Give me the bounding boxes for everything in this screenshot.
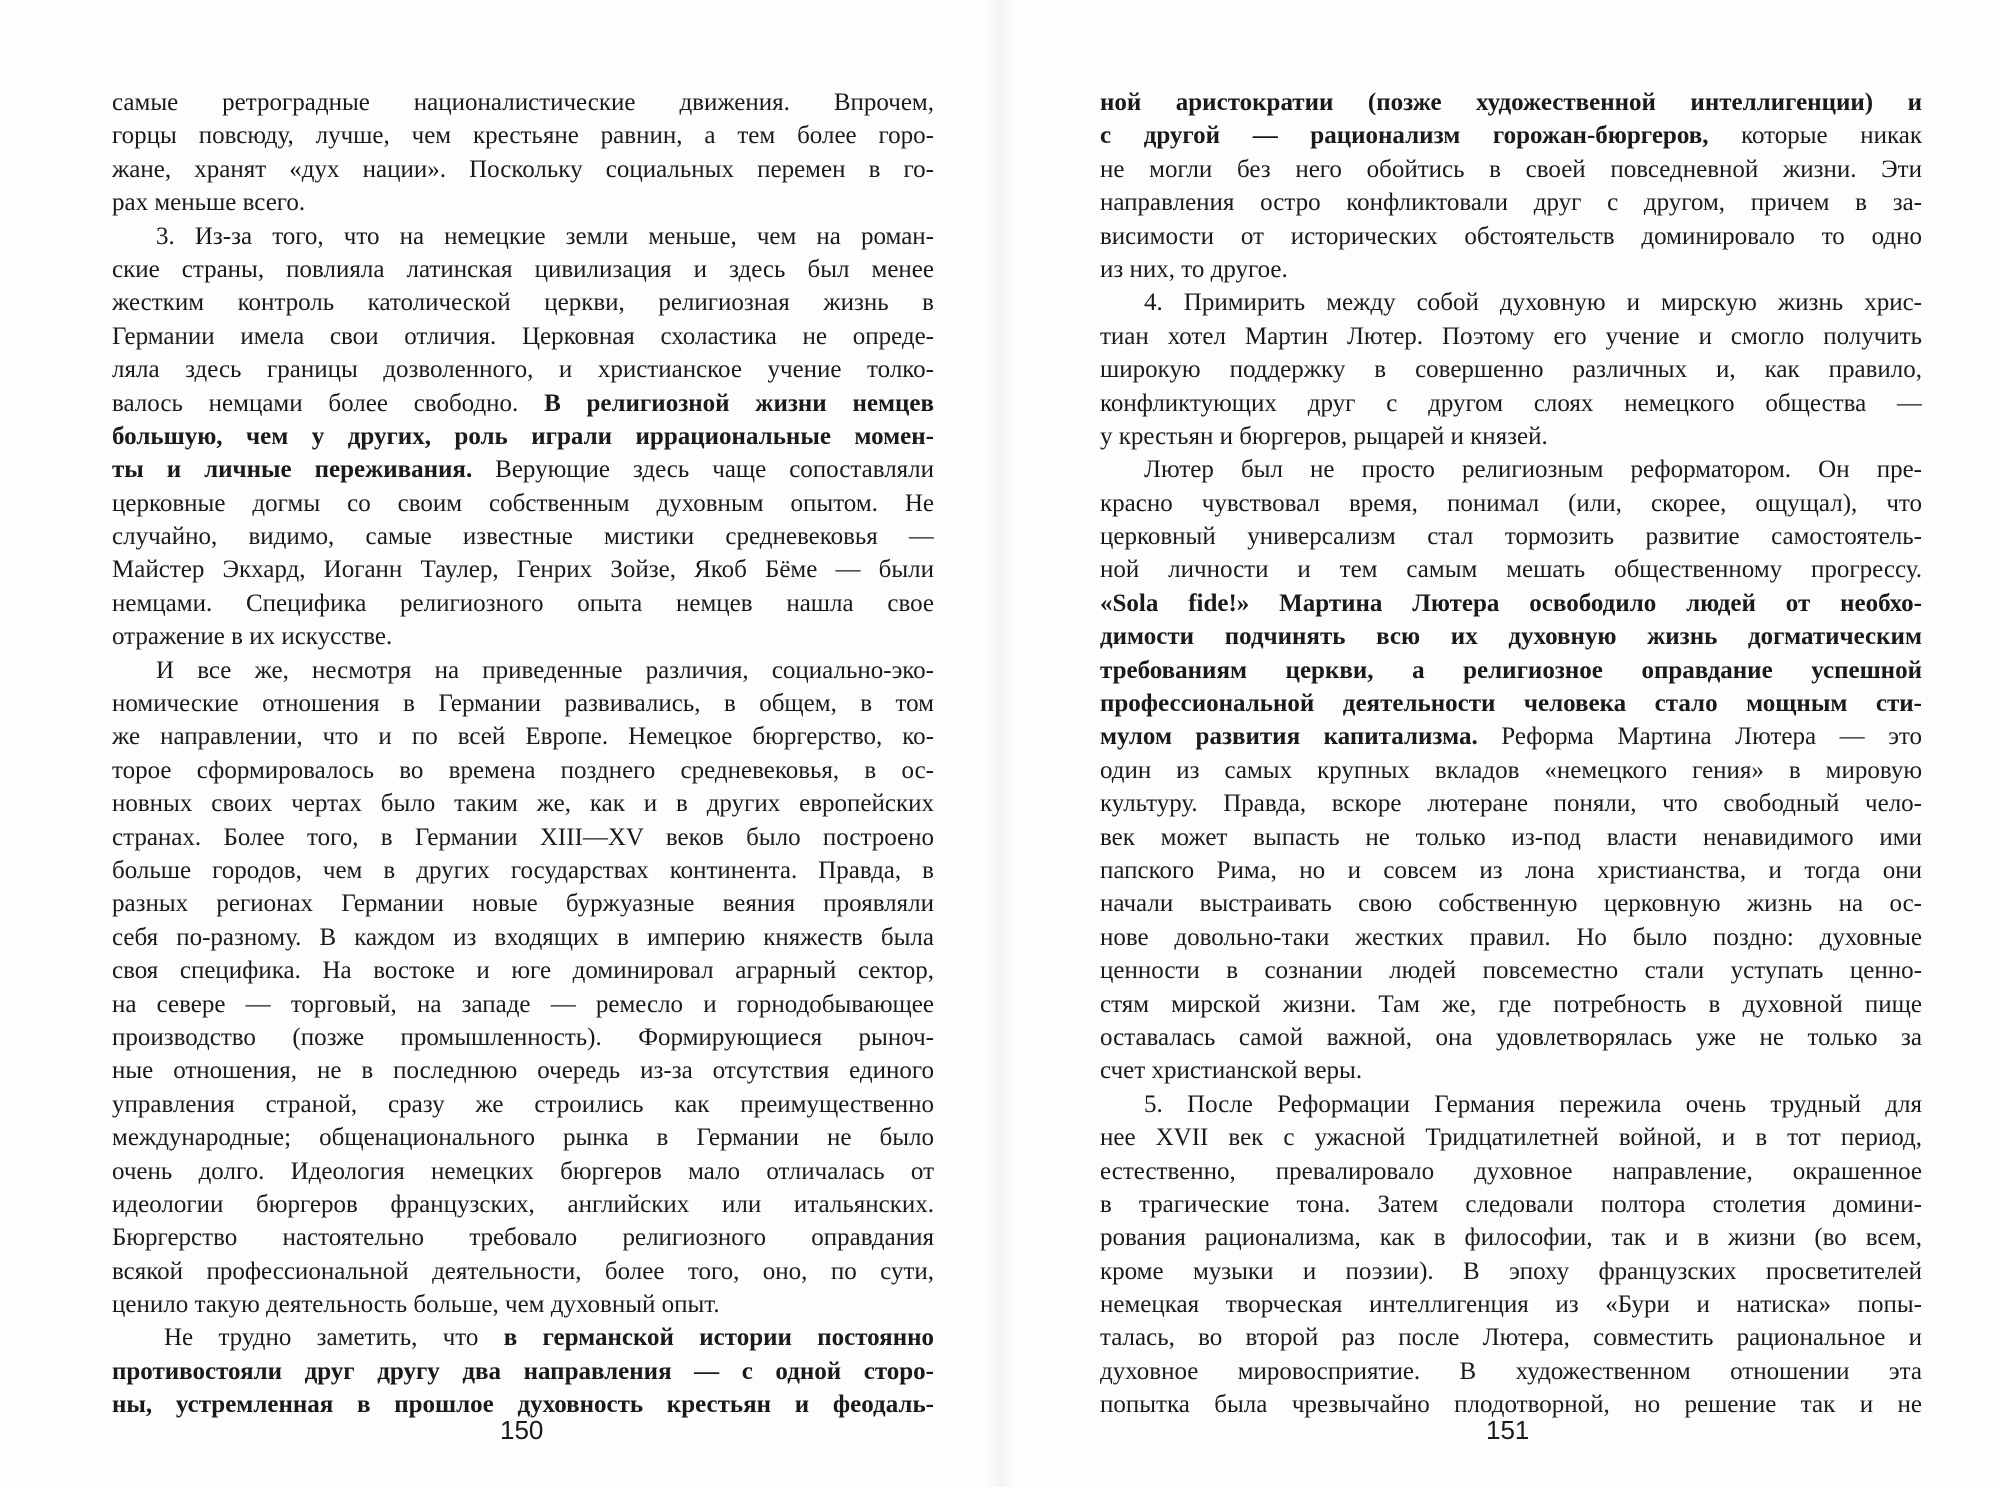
bold-text-segment: ты и личные переживания. xyxy=(112,456,473,484)
text-line: папского Рима, но и совсем из лона христианства, и тогда они xyxy=(1100,856,1922,884)
text-line: производство (позже промышленность). Формирующиеся рыноч- xyxy=(112,1023,934,1051)
text-line-mixed xyxy=(1100,720,1922,753)
text-line: случайно, видимо, самые известные мистики средневековья — xyxy=(112,523,934,551)
bold-text-line: профессиональной деятельности человека стало мощным сти- xyxy=(1100,690,1922,718)
bold-text-line: большую, чем у других, роль играли иррациональные момен- xyxy=(112,422,934,450)
text-line: отражение в их искусстве. xyxy=(112,623,393,651)
text-line: ценности в сознании людей повсеместно стали уступать ценно- xyxy=(1100,957,1922,985)
text-line: странах. Более того, в Германии XIII—XV веков было построено xyxy=(112,823,934,851)
text-line: Майстер Экхард, Иоганн Таулер, Генрих Зойзе, Якоб Бёме — были xyxy=(112,556,934,584)
text-line: церковные догмы со своим собственным духовным опытом. Не xyxy=(112,489,934,517)
text-line: немцами. Специфика религиозного опыта немцев нашла свое xyxy=(112,589,934,617)
text-line: ценило такую деятельность больше, чем духовный опыт. xyxy=(112,1291,720,1319)
text-line: всякой профессиональной деятельности, более того, оно, по сути, xyxy=(112,1257,934,1285)
text-line: культуру. Правда, вскоре лютеране поняли, что свободный чело- xyxy=(1100,790,1922,818)
text-segment: валось немцами более свободно. xyxy=(112,389,519,417)
text-segment: которые никак xyxy=(1741,122,1922,150)
text-line: ные отношения, не в последнюю очередь из-за отсутствия единого xyxy=(112,1057,934,1085)
text-line: самые ретроградные националистические движения. Впрочем, xyxy=(112,89,934,116)
bold-text-segment: мулом развития капитализма. xyxy=(1100,723,1478,751)
text-line: один из самых крупных вкладов «немецкого гения» в мировую xyxy=(1100,756,1922,784)
text-line: нее XVII век с ужасной Тридцатилетней войной, и в тот период, xyxy=(1100,1124,1922,1152)
text-line: Лютер был не просто религиозным реформатором. Он пре- xyxy=(1144,456,1922,484)
text-line: талась, во второй раз после Лютера, совместить рациональное и xyxy=(1100,1324,1922,1352)
bold-text-line: ны, устремленная в прошлое духовность крестьян и феодаль- xyxy=(112,1391,934,1419)
text-line: из них, то другое. xyxy=(1100,255,1288,283)
text-line: очень долго. Идеология немецких бюргеров мало отличалась от xyxy=(112,1157,934,1185)
text-line: Германии имела свои отличия. Церковная схоластика не опреде- xyxy=(112,322,934,350)
text-segment: Верующие здесь чаще сопоставляли xyxy=(495,456,934,484)
text-line: жестким контроль католической церкви, религиозная жизнь в xyxy=(112,289,934,317)
text-line: рования рационализма, как в философии, так и в жизни (во всем, xyxy=(1100,1224,1922,1252)
text-line: управления страной, сразу же строились как преимущественно xyxy=(112,1090,934,1118)
text-line: 3. Из-за того, что на немецкие земли меньше, чем на роман- xyxy=(156,222,934,250)
text-segment: Не трудно заметить, что xyxy=(164,1324,479,1352)
bold-text-line: противостояли друг другу два направления — с одной сторо- xyxy=(112,1357,934,1385)
right-page xyxy=(1100,86,1922,1431)
text-line: висимости от исторических обстоятельств доминировало то одно xyxy=(1100,222,1922,250)
bold-text-segment: в германской истории постоянно xyxy=(503,1324,934,1352)
text-line-mixed xyxy=(112,387,934,420)
text-line: красно чувствовал время, понимал (или, скорее, ощущал), что xyxy=(1100,489,1922,517)
text-line-mixed xyxy=(112,453,934,486)
text-line: торое сформировалось во времена позднего средневековья, в ос- xyxy=(112,756,934,784)
text-line: жане, хранят «дух нации». Поскольку социальных перемен в го- xyxy=(112,155,934,183)
bold-text-segment: с другой — рационализм горожан-бюргеров, xyxy=(1100,122,1709,150)
text-line: своя специфика. На востоке и юге доминировал аграрный сектор, xyxy=(112,957,934,985)
text-line: рах меньше всего. xyxy=(112,189,306,217)
bold-text-line: димости подчинять всю их духовную жизнь догматическим xyxy=(1100,623,1922,651)
text-line: начали выстраивать свою собственную церковную жизнь на ос- xyxy=(1100,890,1922,918)
text-line: горцы повсюду, лучше, чем крестьяне равнин, а тем более горо- xyxy=(112,122,934,150)
text-line-mixed xyxy=(1100,119,1922,152)
bold-text-segment: В религиозной жизни немцев xyxy=(544,389,934,417)
text-line: оставалась самой важной, она удовлетворялась уже не только за xyxy=(1100,1023,1922,1051)
text-line: естественно, превалировало духовное направление, окрашенное xyxy=(1100,1157,1922,1185)
text-line: тиан хотел Мартин Лютер. Поэтому его учение и смогло получить xyxy=(1100,322,1922,350)
page-number: 151 xyxy=(1486,1415,1530,1445)
text-line: разных регионах Германии новые буржуазные веяния проявляли xyxy=(112,890,934,918)
text-line: не могли без него обойтись в своей повседневной жизни. Эти xyxy=(1100,155,1922,183)
text-line: новных своих чертах было таким же, как и в других европейских xyxy=(112,790,934,818)
text-line: счет христианской веры. xyxy=(1100,1057,1363,1085)
text-line: конфликтующих друг с другом слоях немецкого общества — xyxy=(1100,389,1922,417)
text-line: ляла здесь границы дозволенного, и христианское учение толко- xyxy=(112,356,934,384)
text-line: направления остро конфликтовали друг с другом, причем в за- xyxy=(1100,189,1922,217)
left-page xyxy=(112,86,934,1431)
text-line: нове довольно-таки жестких правил. Но было поздно: духовные xyxy=(1100,923,1922,951)
text-line: Бюргерство настоятельно требовало религиозного оправдания xyxy=(112,1224,934,1252)
text-line: ские страны, повлияла латинская цивилизация и здесь был менее xyxy=(112,255,934,283)
text-line: на севере — торговый, на западе — ремесло и горнодобывающее xyxy=(112,990,934,1018)
text-line: стям мирской жизни. Там же, где потребность в духовной пище xyxy=(1100,990,1922,1018)
book-gutter xyxy=(985,0,1015,1487)
bold-text-line: «Sola fide!» Мартина Лютера освободило людей от необхо- xyxy=(1100,589,1922,617)
text-line: попытка была чрезвычайно плодотворной, но решение так и не xyxy=(1100,1391,1922,1419)
text-line: церковный универсализм стал тормозить развитие самостоятель- xyxy=(1100,523,1922,551)
text-line: же направлении, что и по всей Европе. Немецкое бюргерство, ко- xyxy=(112,723,934,751)
bold-text-line: ной аристократии (позже художественной интеллигенции) и xyxy=(1100,89,1922,116)
text-line: себя по-разному. В каждом из входящих в империю княжеств была xyxy=(112,923,934,951)
page-number: 150 xyxy=(500,1415,544,1445)
text-line-mixed xyxy=(112,1321,934,1354)
text-line: 5. После Реформации Германия пережила очень трудный для xyxy=(1144,1090,1922,1118)
bold-text-line: требованиям церкви, а религиозное оправдание успешной xyxy=(1100,656,1922,684)
text-line: 4. Примирить между собой духовную и мирскую жизнь хрис- xyxy=(1144,289,1922,317)
text-line: ной личности и тем самым мешать общественному прогрессу. xyxy=(1100,556,1922,584)
text-line: духовное мировосприятие. В художественном отношении эта xyxy=(1100,1357,1922,1385)
text-line: век может выпасть не только из-под власти ненавидимого ими xyxy=(1100,823,1922,851)
text-line: широкую поддержку в совершенно различных и, как правило, xyxy=(1100,356,1922,384)
text-segment: Реформа Мартина Лютера — это xyxy=(1501,723,1922,751)
text-line: номические отношения в Германии развивались, в общем, в том xyxy=(112,690,934,718)
text-line: международные; общенационального рынка в Германии не было xyxy=(112,1124,934,1152)
text-line: идеологии бюргеров французских, английских или итальянских. xyxy=(112,1190,934,1218)
text-line: немецкая творческая интеллигенция из «Бури и натиска» попы- xyxy=(1100,1291,1922,1319)
text-line: больше городов, чем в других государствах континента. Правда, в xyxy=(112,856,934,884)
text-line: И все же, несмотря на приведенные различия, социально-эко- xyxy=(156,656,934,684)
text-line: у крестьян и бюргеров, рыцарей и князей. xyxy=(1100,422,1548,450)
text-line: в трагические тона. Затем следовали полтора столетия домини- xyxy=(1100,1190,1922,1218)
text-line: кроме музыки и поэзии). В эпоху французских просветителей xyxy=(1100,1257,1922,1285)
